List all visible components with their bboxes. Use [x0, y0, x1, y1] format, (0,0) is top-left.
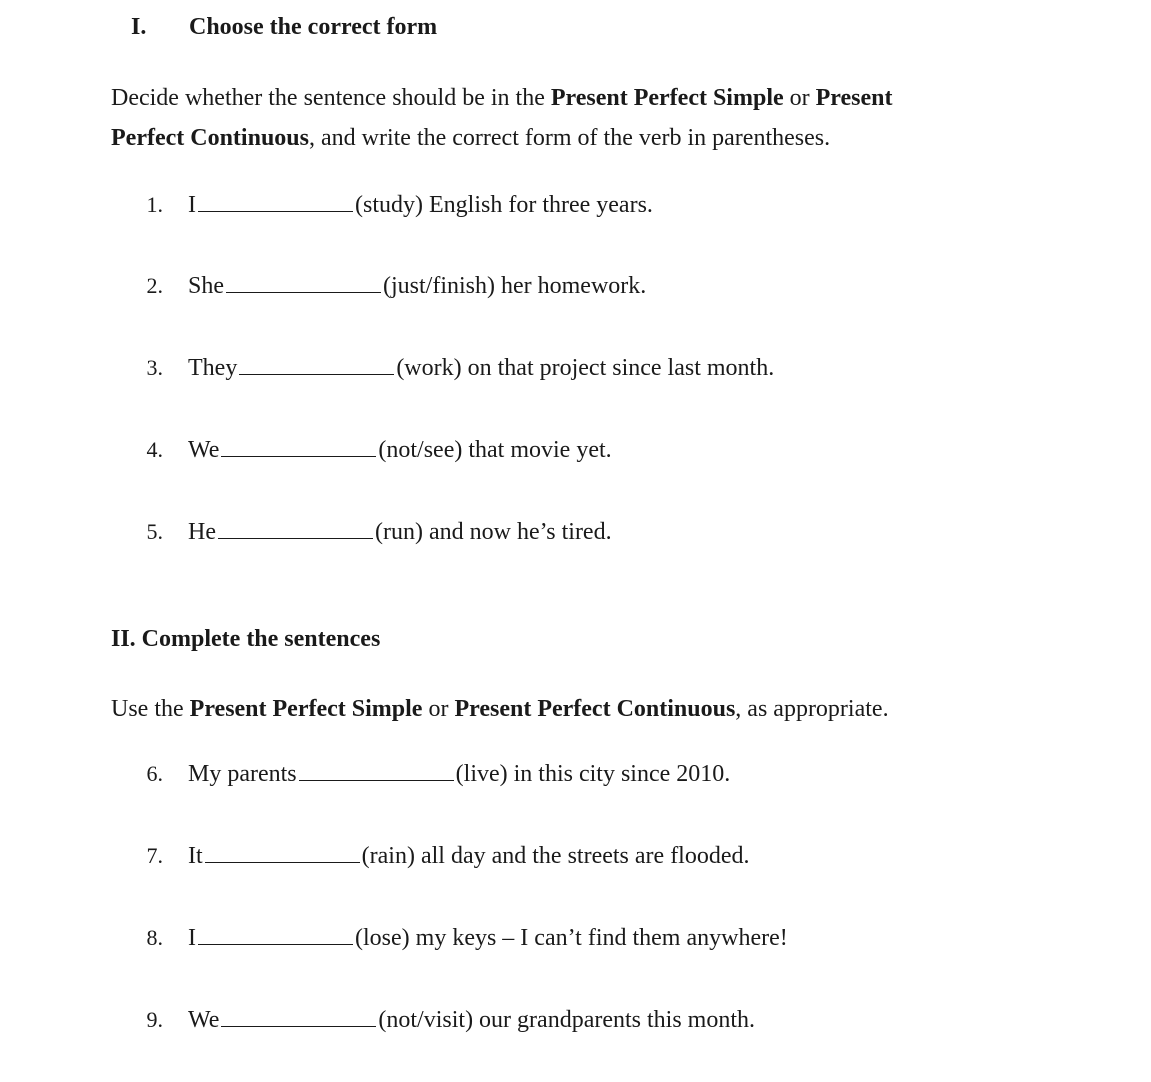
- instruction-term-continuous-part: Present: [815, 85, 893, 111]
- item-prompt: (not/see) that movie yet.: [378, 437, 612, 463]
- instruction-term-simple: Present Perfect Simple: [550, 85, 784, 111]
- answer-blank[interactable]: [226, 274, 381, 293]
- answer-blank[interactable]: [299, 762, 454, 781]
- item-number: 6.: [146, 761, 163, 786]
- item-prompt: (rain) all day and the streets are flooded.: [361, 843, 750, 869]
- answer-blank[interactable]: [221, 438, 376, 457]
- item-prompt: (study) English for three years.: [355, 192, 653, 218]
- instruction-text: or: [783, 85, 816, 111]
- section-1-number: I.: [131, 14, 147, 40]
- item-subject: They: [188, 355, 238, 381]
- section-1-instruction-line-2: [111, 118, 830, 158]
- item-number: 7.: [146, 843, 163, 868]
- item-prompt: (lose) my keys – I can’t find them anywhere!: [355, 925, 788, 951]
- item-number: 9.: [146, 1007, 163, 1032]
- item-number: 5.: [146, 519, 163, 544]
- item-prompt: (live) in this city since 2010.: [455, 761, 731, 787]
- exercise-item-5: [133, 519, 612, 546]
- answer-blank[interactable]: [198, 193, 353, 212]
- item-subject: He: [188, 519, 216, 545]
- instruction-text: , as appropriate.: [735, 696, 889, 722]
- answer-blank[interactable]: [221, 1008, 376, 1027]
- item-number: 1.: [146, 192, 163, 217]
- instruction-text: Decide whether the sentence should be in the: [111, 85, 551, 111]
- item-prompt: (run) and now he’s tired.: [374, 519, 612, 545]
- item-subject: I: [188, 192, 196, 218]
- section-2-title: II. Complete the sentences: [111, 626, 381, 652]
- item-subject: We: [188, 437, 220, 463]
- item-number: 8.: [146, 925, 163, 950]
- exercise-item-8: [133, 925, 788, 952]
- item-subject: My parents: [188, 761, 297, 787]
- exercise-item-1: [133, 192, 653, 219]
- answer-blank[interactable]: [218, 520, 373, 539]
- instruction-text: Use the: [111, 696, 190, 722]
- exercise-item-6: [133, 761, 730, 788]
- answer-blank[interactable]: [205, 844, 360, 863]
- item-prompt: (just/finish) her homework.: [383, 273, 647, 299]
- instruction-text: or: [422, 696, 455, 722]
- item-number: 4.: [146, 437, 163, 462]
- instruction-term-continuous-part: Perfect Continuous: [111, 125, 309, 151]
- section-2-instruction: [111, 689, 889, 729]
- section-1-instruction-line-1: [111, 78, 893, 118]
- answer-blank[interactable]: [198, 926, 353, 945]
- item-number: 3.: [146, 355, 163, 380]
- item-subject: We: [188, 1007, 220, 1033]
- exercise-item-2: [133, 273, 646, 300]
- exercise-item-9: [133, 1007, 755, 1034]
- item-subject: I: [188, 925, 196, 951]
- item-subject: She: [188, 273, 224, 299]
- exercise-item-7: [133, 843, 750, 870]
- item-subject: It: [188, 843, 203, 869]
- instruction-term-simple: Present Perfect Simple: [189, 696, 423, 722]
- item-prompt: (not/visit) our grandparents this month.: [378, 1007, 756, 1033]
- section-1-title: Choose the correct form: [189, 14, 438, 40]
- item-number: 2.: [146, 273, 163, 298]
- exercise-item-3: [133, 355, 774, 382]
- exercise-item-4: [133, 437, 612, 464]
- instruction-text: , and write the correct form of the verb in parentheses.: [308, 125, 831, 151]
- instruction-term-continuous: Present Perfect Continuous: [454, 696, 736, 722]
- item-prompt: (work) on that project since last month.: [396, 355, 775, 381]
- answer-blank[interactable]: [239, 356, 394, 375]
